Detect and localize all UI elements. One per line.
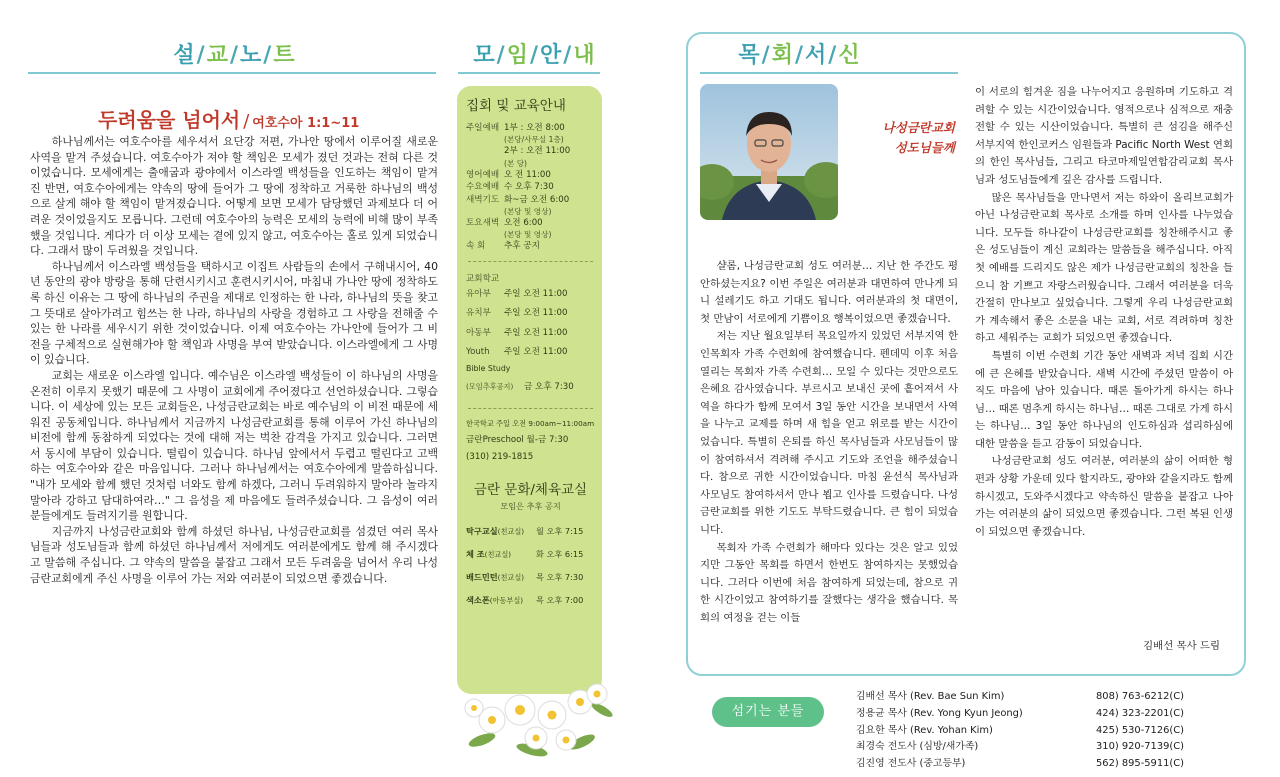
service-time: 수 오후 7:30 xyxy=(504,182,554,193)
service-row xyxy=(466,122,595,134)
class-row xyxy=(466,543,595,566)
staff-row xyxy=(856,723,1236,740)
class-row xyxy=(466,520,595,543)
meeting-info-box xyxy=(457,86,602,694)
letter-paragraph: 목회자 가족 수련회가 해마다 있다는 것은 알고 있었지만 그동안 목회를 하면서 한번도 참여하지는 못했었습니다. 그러다 이번에 처음 참여하게 되었는데, 참으로 귀한 시간이었고 참여하기를 잘했다는 생각을 했습니다. 목회의 여정을 걷는 이들 xyxy=(700,541,958,624)
service-place: (본당 및 영상) xyxy=(504,230,552,240)
service-row xyxy=(466,181,595,193)
sermon-paragraph: 하나님께서는 여호수아를 세우셔서 요단강 저편, 가나안 땅에서 이루어질 새로운 사역을 맡겨 주셨습니다. 여호수아가 져야 할 책임은 모세가 졌던 것과는 전혀 다른 것이었습니다. 모세에게는 출애굽과 광야에서 이스라엘 백성들을 인도하는 책임이 맡겨진 반면, 여호수아에게는 약속의 땅에 들어가 그 땅에 정착하고 거룩한 하나님의 백성으로 살게 해야 할 책임이 맡겨졌습니다. 어떻게 보면 모세가 담당했던 과제보다 더 어려운 것이었을지도 모릅니다. 그런데 여호수아의 능력은 모세의 능력에 비해 많이 부족했을 것입니다. 게다가 더 이상 모세는 곁에 있지 않고, 여호수아는 홀로 있게 되었습니다. 그래서 많이 두려웠을 것입니다. xyxy=(30,135,438,258)
class-row xyxy=(466,589,595,612)
sermon-body xyxy=(30,134,438,586)
staff-row xyxy=(856,739,1236,756)
school-row xyxy=(466,288,595,300)
church-school-heading: 교회학교 xyxy=(466,273,500,284)
sermon-divider xyxy=(28,72,436,74)
school-row xyxy=(466,346,595,358)
header-char: 노 xyxy=(240,43,264,68)
service-label: 수요예배 xyxy=(466,182,500,193)
culture-class-heading: 금란 문화/체육교실 xyxy=(473,481,588,498)
school-row xyxy=(466,327,595,339)
staff-name: 최경숙 전도사 (심방/새가족) xyxy=(856,741,979,753)
staff-phone: 424) 323-2201(C) xyxy=(1096,707,1184,719)
class-place: (친교실) xyxy=(497,526,525,536)
school-phone: (310) 219-1815 xyxy=(466,451,534,462)
header-char: 설 xyxy=(173,43,197,68)
school-label: 유아부 xyxy=(466,288,491,299)
letter-paragraph: 이 서로의 힘겨운 짐을 나누어지고 응원하며 기도하고 격려할 수 있는 시간이었습니다. 영적으로나 심적으로 재충전할 수 있는 시산이었습니다. 특별히 큰 섬김을 해주신 서부지역 한인코커스 임원들과 Pacific North West 연회의 한인 목사님들, 그리고 타코마제일연합감리교회 목사님과 성도님들에게 깊은 감사를 드립니다. xyxy=(975,86,1234,186)
staff-phone: 425) 530-7126(C) xyxy=(1096,724,1184,736)
service-place: (본당/사무실 1층) xyxy=(504,135,564,145)
class-time: 목 오후 7:30 xyxy=(536,571,584,582)
staff-phone: 562) 895-5911(C) xyxy=(1096,758,1184,770)
service-label: 새벽기도 xyxy=(466,194,500,205)
letter-section-title: 목/회/서/신 xyxy=(725,38,875,69)
bible-study-time: 금 오후 7:30 xyxy=(524,382,574,393)
header-char: 목 xyxy=(738,43,762,68)
class-name: 체 조 xyxy=(466,548,485,559)
school-label: Youth xyxy=(466,347,490,358)
sermon-paragraph: 하나님께서 이스라엘 백성들을 택하시고 이집트 사람들의 손에서 구해내시어, 40년 동안의 광야 방랑을 통해 단련시키시고 훈련시키시어, 마침내 가나안 땅에 정착하도록 하신 이유는 그 땅에 하나님의 주권을 제대로 인정하는 한 나라, 하나님의 뜻을 찾고 그 뜻대로 살아가려고 힘쓰는 한 나라, 하나님의 사랑을 경험하고 그 사랑을 전해줄 수 있는 한 나라를 세우시기 위한 것이었습니다. 이제 여호수아는 가나안에 들어가 그 비전을 구체적으로 실현해가야 할 책임과 사명을 부여 받았습니다. 이스라엘에게 그 사명이 있습니다. xyxy=(30,259,438,367)
service-row xyxy=(466,169,595,181)
service-time: 오전 6:00 xyxy=(504,218,543,229)
preschool-info: 금란Preschool 월-금 7:30 xyxy=(466,434,569,445)
staff-row xyxy=(856,706,1236,723)
header-char: 서 xyxy=(805,43,829,68)
class-place: (친교실) xyxy=(484,549,512,559)
letter-greeting xyxy=(845,118,955,158)
pastor-photo xyxy=(700,84,838,220)
service-label: 주일예배 xyxy=(466,123,500,133)
meeting-section-title: 모/임/안/내 xyxy=(473,43,597,68)
school-label: 유치부 xyxy=(466,308,491,319)
staff-phone: 808) 763-6212(C) xyxy=(1096,691,1184,702)
letter-paragraph: 나성금란교회 성도 여러분, 여러분의 삶이 어떠한 형편과 상황 가운데 있다 할지라도, 광야와 같을지라도 함께하시겠고, 도와주시겠다고 약속하신 말씀을 붙잡고 나아가는 여러분의 삶이 되었으면 좋겠습니다. 그런 복된 인생이 되었으면 좋겠습니다. xyxy=(975,455,1233,538)
class-place: (아동부실) xyxy=(489,595,524,605)
daisy-flowers-decoration xyxy=(462,680,618,758)
letter-paragraph: 많은 목사님들을 만나면서 저는 하와이 올리브교회가 아닌 나성금란교회 목사로 소개를 하며 인사를 나누었습니다. 모두들 하나같이 나성금란교회를 칭찬해주시고 좋은 성도님들이 계신 교회라는 말씀들을 해주십니다. 아직 첫 예배를 드리지도 않은 제가 나성금란교회의 칭찬을 들으니 참 기쁘고 자랑스러웠습니다. 그래서 여러분을 더욱 간절히 만나보고 싶었습니다. 그렇게 우리 나성금란교회가 계속해서 좋은 소문을 내는 교회, 서로 격려하며 칭찬하고 세워주는 교회가 되었으면 좋겠습니다. xyxy=(975,191,1233,345)
header-char: 모 xyxy=(473,43,497,68)
service-label: 영어예배 xyxy=(466,169,500,180)
service-row xyxy=(466,145,595,157)
service-time: 1부 : 오전 8:00 xyxy=(504,123,565,133)
staff-row xyxy=(856,756,1236,773)
letter-right-column xyxy=(975,84,1233,541)
letter-left-column xyxy=(700,258,958,627)
school-label: 아동부 xyxy=(466,327,491,338)
korean-school-info: 한국학교 주일 오전 9:00am~11:00am xyxy=(466,418,595,428)
service-time: 2부 : 오전 11:00 xyxy=(504,146,571,157)
header-char: 신 xyxy=(838,43,862,68)
class-name: 탁구교실 xyxy=(466,525,498,536)
staff-row xyxy=(856,689,1236,706)
service-row xyxy=(466,240,595,252)
staff-name: 정용균 목사 (Rev. Yong Kyun Jeong) xyxy=(856,707,1023,719)
letter-paragraph: 저는 지난 월요일부터 목요일까지 있었던 서부지역 한인목회자 가족 수련회에 참여했습니다. 펜데믹 이후 처음 열리는 목회자 가족 수련회… 모일 수 있다는 것만으로도 은혜요 감사였습니다. 부르시고 보내신 곳에 흩어져서 사역을 하다가 함께 모여서 3일 동안 시간을 보내면서 사역을 나누고 교제를 하며 새 힘을 얻고 위로를 받는 시간이었습니다. 특별히 은퇴를 하신 목사님들과 사모님들이 많이 참여하셔서 격려해 주시고 기도와 조언을 해주셨습니다. 참으로 귀한 시간이었습니다. 마침 윤선식 목사님과 사모님도 참여하셔서 만나 뵙고 인사를 드렸습니다. 나성금란교회를 위한 기도도 부탁드렸습니다. 큰 힘이 되었습니다. xyxy=(700,330,958,536)
class-name: 배드민턴 xyxy=(466,571,498,582)
staff-phone: 310) 920-7139(C) xyxy=(1096,741,1184,753)
service-time: 추후 공지 xyxy=(504,241,540,252)
class-time: 화 오후 6:15 xyxy=(536,548,584,559)
bible-study-row xyxy=(466,381,595,393)
service-row xyxy=(466,194,595,206)
dashed-divider xyxy=(468,261,593,262)
greeting-church: 나성금란교회 xyxy=(882,120,955,135)
sermon-section-title: 설/교/노/트 xyxy=(173,43,297,68)
header-char: 회 xyxy=(771,43,795,68)
school-row xyxy=(466,307,595,319)
letter-paragraph: 샬롬, 나성금란교회 성도 여러분… 지난 한 주간도 평안하셨는지요? 이번 주일은 여러분과 대면하여 만나게 되니 설레기도 하고 기대도 됩니다. 여러분과의 첫 대면이, 첫 만남이 서로에게 기쁨이요 행복이었으면 좋겠습니다. xyxy=(700,260,958,325)
header-char: 트 xyxy=(273,43,297,68)
staff-badge: 섬기는 분들 xyxy=(712,697,824,727)
school-time: 주일 오전 11:00 xyxy=(504,308,568,319)
header-char: 내 xyxy=(573,43,597,68)
letter-signature: 김배선 목사 드림 xyxy=(1143,640,1220,652)
class-place: (친교실) xyxy=(497,572,525,582)
class-time: 목 오후 7:00 xyxy=(536,594,584,605)
service-time: 오 전 11:00 xyxy=(504,169,551,180)
sermon-title: 두려움을 넘어서 xyxy=(98,108,241,132)
header-char: 안 xyxy=(540,43,564,68)
class-time: 월 오후 7:15 xyxy=(536,525,584,536)
greeting-members: 성도님들께 xyxy=(894,140,955,155)
class-name: 색소폰 xyxy=(466,594,490,605)
meeting-heading: 집회 및 교육안내 xyxy=(466,98,566,114)
school-time: 주일 오전 11:00 xyxy=(504,347,568,358)
sermon-reference: 여호수아 1:1~11 xyxy=(252,116,360,131)
staff-list xyxy=(856,689,1236,773)
staff-name: 김진영 전도사 (중고등부) xyxy=(856,758,966,770)
bible-study-place: (모임추후공지) xyxy=(466,382,514,392)
service-row xyxy=(466,217,595,229)
service-label xyxy=(466,145,504,157)
staff-name: 김배선 목사 (Rev. Bae Sun Kim) xyxy=(856,691,1005,702)
meeting-divider xyxy=(458,72,600,74)
bible-study-label: Bible Study xyxy=(466,364,511,374)
sermon-paragraph: 교회는 새로운 이스라엘 입니다. 예수님은 이스라엘 백성들이 이 하나님의 사명을 온전히 이루지 못했기 때문에 그 사명이 교회에게 주어졌다고 선언하셨습니다. 그렇습니다. 이 세상에 있는 모든 교회들은, 나성금란교회는 바로 예수님의 이 비전 때문에 세워진 공동체입니다. 하나님께서 지금까지 나성금란교회를 통해 이루어 가신 하나님의 비전에 함께 동참하게 되었다는 것에 대해 저는 벅찬 감격을 가지고 있습니다. 그러면서 동시에 부담이 있습니다. 떨림이 있습니다. 하나님 앞에서서 두렵고 떨린다고 고백하는 여호수아와 같은 마음입니다. 그러나 하나님께서는 여호수아에게 말씀하십니다. "내가 모세와 함께 했던 것처럼 너와도 함께 하겠다, 그러니 두려워하지 말아라 놀라지 말아라 강하고 담대하여라…" 그 음성을 제 마음에도 들려주셨습니다. 그 음성이 여러분들에게도 들려지기를 원합니다. xyxy=(30,368,438,523)
service-time: 화~금 오전 6:00 xyxy=(504,194,570,205)
class-row xyxy=(466,566,595,589)
school-time: 주일 오전 11:00 xyxy=(504,288,568,299)
staff-name: 김요한 목사 (Rev. Yohan Kim) xyxy=(856,724,993,736)
letter-divider xyxy=(700,72,958,74)
service-label: 토요새벽 xyxy=(466,218,500,229)
sermon-title-row xyxy=(98,104,428,133)
dashed-divider xyxy=(468,408,593,409)
service-place: (본당 및 영상) xyxy=(504,207,552,217)
sermon-slash: / xyxy=(243,111,250,132)
school-time: 주일 오전 11:00 xyxy=(504,327,568,338)
culture-class-note: 모임은 추후 공지 xyxy=(500,500,561,511)
header-char: 교 xyxy=(206,43,230,68)
letter-paragraph: 특별히 이번 수련회 기간 동안 새벽과 저녁 집회 시간에 큰 은혜를 받았습니다. 새벽 시간에 주셨던 말씀이 아직도 마음에 남아 있습니다. 때론 돌아가게 하시는 하나님… 때론 멈추게 하시는 하나님… 때론 그대로 가게 하시는 하나님… 3일 동안 하나님의 인도하심과 섭리하심에 대한 말씀을 듣고 감동이 되었습니다. xyxy=(975,349,1233,450)
service-label: 속 회 xyxy=(466,241,486,252)
sermon-paragraph: 지금까지 나성금란교회와 함께 하셨던 하나님, 나성금란교회를 섬겼던 여러 목사님들과 성도님들과 함께 하셨던 하나님께서 저에게도 여러분에게도 함께 해 주시겠다고 말씀해 주십니다. 그 약속의 말씀을 붙잡고 그래서 모든 두려움을 넘어서 우리 나성금란교회에게 주신 사명을 이루어 가는 저와 여러분이 되었으면 좋겠습니다. xyxy=(30,524,438,585)
service-place: (본 당) xyxy=(504,158,528,168)
header-char: 임 xyxy=(506,43,530,68)
